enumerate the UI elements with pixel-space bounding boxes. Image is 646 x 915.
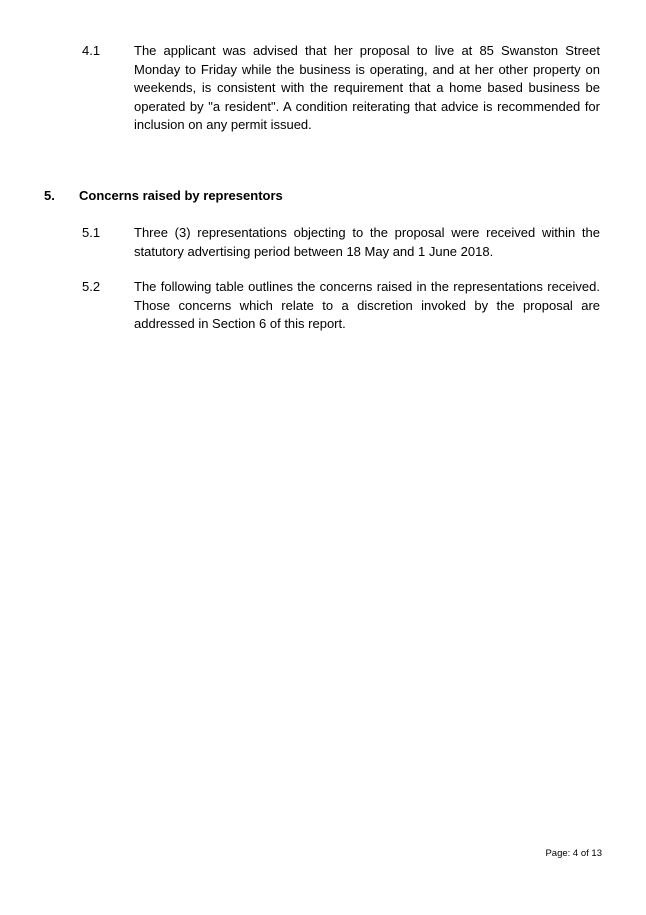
paragraph-text: The applicant was advised that her proposal to live at 85 Swanston Street Monday to Friday while the business is operating, and at her other property on weekends, is consistent with the requirement that a home based business be operated by "a resident". A condition reiterating that advice is recommended for inclusion on any permit issued. bbox=[134, 43, 600, 132]
section-heading-5 bbox=[44, 187, 283, 205]
section-number: 5. bbox=[44, 188, 55, 203]
paragraph-5-2 bbox=[82, 278, 600, 334]
paragraph-text: The following table outlines the concerns raised in the representations received. Those concerns which relate to a discretion invoked by the proposal are addressed in Section 6 of this report. bbox=[134, 279, 600, 331]
paragraph-number: 5.1 bbox=[82, 225, 101, 240]
paragraph-5-1 bbox=[82, 224, 600, 261]
page-number: Page: 4 of 13 bbox=[545, 848, 602, 859]
paragraph-4-1 bbox=[82, 42, 600, 135]
paragraph-number: 5.2 bbox=[82, 279, 101, 294]
paragraph-text: Three (3) representations objecting to the proposal were received within the statutory advertising period between 18 May and 1 June 2018. bbox=[134, 225, 600, 259]
section-title: Concerns raised by representors bbox=[79, 188, 283, 203]
paragraph-number: 4.1 bbox=[82, 43, 101, 58]
